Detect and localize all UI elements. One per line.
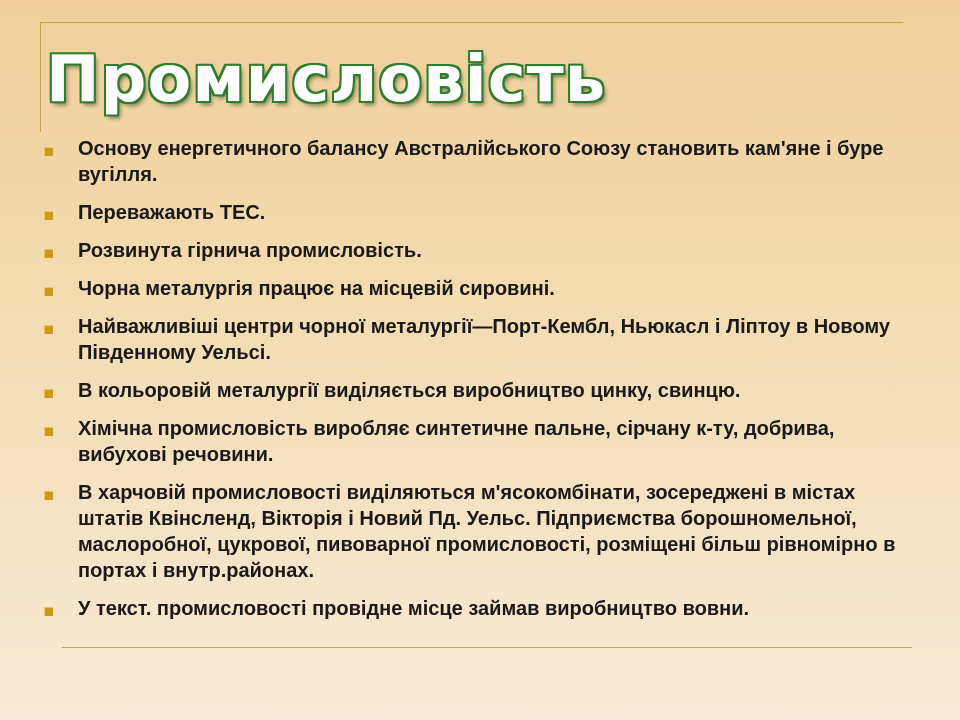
bullet-item (44, 314, 924, 366)
bullet-text: Розвинута гірнича промисловість. (78, 240, 422, 262)
square-bullet-icon (44, 211, 53, 220)
frame-top-line (40, 22, 903, 23)
bullet-item (44, 238, 924, 264)
bullet-item (44, 276, 924, 302)
bullet-item (44, 378, 924, 404)
bullet-item (44, 596, 924, 622)
bullet-text: У текст. промисловості провідне місце займав виробництво вовни. (78, 598, 750, 620)
square-bullet-icon (44, 147, 53, 156)
bullet-text: В харчовій промисловості виділяються м'ясокомбінати, зосереджені в містах штатів Квінсленд, Вікторія і Новий Пд. Уельс. Підприємства борошномельної, маслоробної, цукрової, пивоварної промисловості, розміщені більш рівномірно в портах і внутр.районах. (78, 482, 896, 582)
square-bullet-icon (44, 325, 53, 334)
bullet-text: Найважливіші центри чорної металургії—Порт-Кембл, Ньюкасл і Ліптоу в Новому Південному Уельсі. (78, 316, 891, 364)
bullet-text: Хімічна промисловість виробляє синтетичне пальне, сірчану к-ту, добрива, вибухові речовини. (78, 418, 835, 466)
square-bullet-icon (44, 249, 53, 258)
bullet-list (44, 136, 924, 634)
square-bullet-icon (44, 427, 53, 436)
bullet-item (44, 480, 924, 584)
square-bullet-icon (44, 607, 53, 616)
bullet-item (44, 136, 924, 188)
square-bullet-icon (44, 491, 53, 500)
bullet-text: Переважають ТЕС. (78, 202, 266, 224)
slide-title: Промисловість (46, 43, 607, 117)
bullet-text: Основу енергетичного балансу Австралійського Союзу становить кам'яне і буре вугілля. (78, 138, 884, 186)
bullet-item (44, 200, 924, 226)
square-bullet-icon (44, 287, 53, 296)
square-bullet-icon (44, 389, 53, 398)
frame-bottom-line (62, 647, 912, 648)
bullet-text: Чорна металургія працює на місцевій сировині. (78, 278, 555, 300)
frame-left-line (40, 22, 41, 132)
bullet-item (44, 416, 924, 468)
bullet-text: В кольоровій металургії виділяється виробництво цинку, свинцю. (78, 380, 741, 402)
